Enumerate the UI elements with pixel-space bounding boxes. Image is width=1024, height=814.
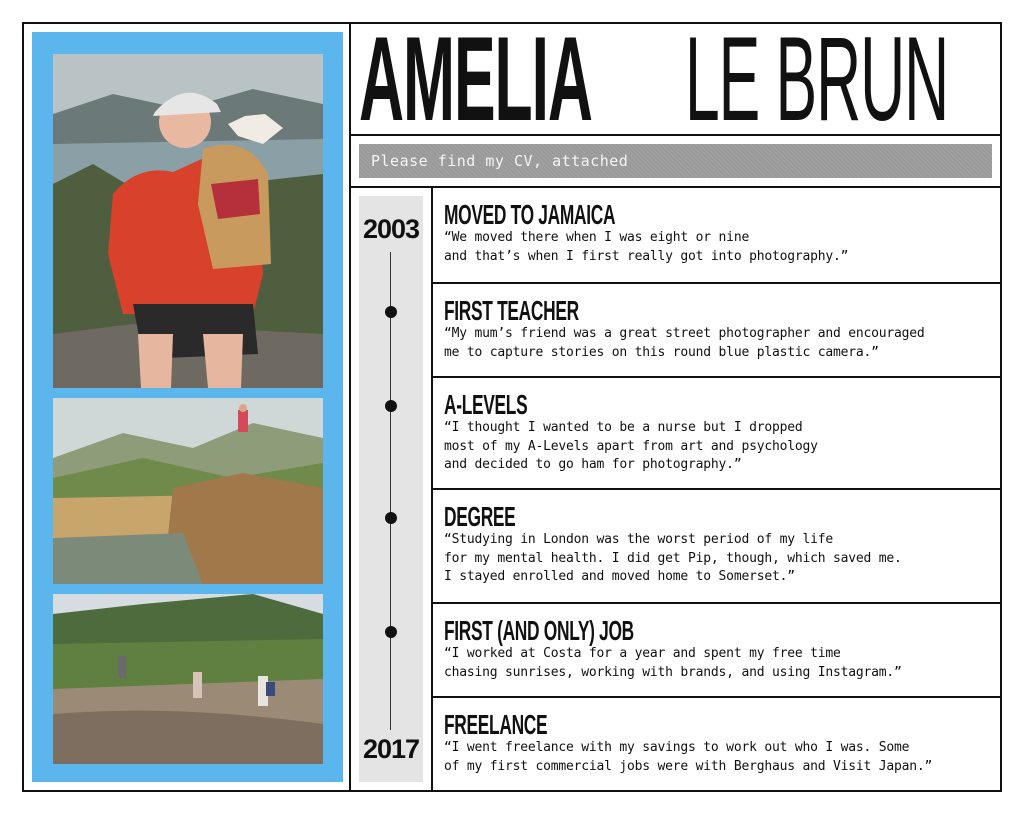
entry-quote: “Studying in London was the worst period of my life for my mental health. I did get Pip, though, which saved me. I stayed enrolled and moved home to Somerset.” (444, 532, 902, 584)
entry-title: FREELANCE (444, 709, 548, 740)
photo-woman-with-dog (53, 54, 323, 388)
timeline-entry (433, 188, 1002, 284)
timeline-start-year: 2003 (362, 214, 420, 244)
entry-quote: “We moved there when I was eight or nine and that’s when I first really got into photography.” (444, 230, 849, 264)
photo-cliff-jump (53, 398, 323, 584)
photo-column (24, 24, 351, 790)
first-name: AMELIA (359, 24, 592, 136)
timeline-dot (385, 400, 397, 412)
entry-title: DEGREE (444, 501, 516, 532)
timeline-entry (433, 490, 1002, 604)
entry-title: MOVED TO JAMAICA (444, 199, 616, 230)
timeline-entry (433, 284, 1002, 378)
message-text: Please find my CV, attached (371, 152, 629, 170)
photo-hiking-group (53, 594, 323, 764)
name-heading (359, 24, 1002, 136)
entry-quote: “I worked at Costa for a year and spent my free time chasing sunrises, working with brands, and using Instagram.” (444, 646, 902, 680)
timeline-line (390, 252, 391, 730)
timeline-column (351, 188, 433, 790)
message-row (351, 136, 1002, 188)
last-name: LE BRUN (685, 24, 949, 136)
name-header (351, 24, 1002, 136)
entry-quote: “My mum’s friend was a great street photographer and encouraged me to capture stories on this round blue plastic camera.” (444, 326, 925, 360)
entry-quote: “I went freelance with my savings to work out who I was. Some of my first commercial jobs were with Berghaus and Visit Japan.” (444, 740, 933, 774)
timeline-entry (433, 604, 1002, 698)
cv-page (22, 22, 1002, 792)
timeline-strip (359, 196, 423, 782)
entry-title: A-LEVELS (444, 389, 528, 420)
timeline-entry (433, 698, 1002, 790)
timeline-end-year: 2017 (362, 734, 420, 764)
timeline-dot (385, 512, 397, 524)
message-bar (359, 144, 992, 178)
timeline-dot (385, 626, 397, 638)
entry-title: FIRST TEACHER (444, 295, 579, 326)
timeline-dot (385, 306, 397, 318)
entry-quote: “I thought I wanted to be a nurse but I dropped most of my A-Levels apart from art and psychology and decided to go ham for photography.” (444, 420, 818, 472)
entry-title: FIRST (AND ONLY) JOB (444, 615, 634, 646)
timeline-entry (433, 378, 1002, 490)
